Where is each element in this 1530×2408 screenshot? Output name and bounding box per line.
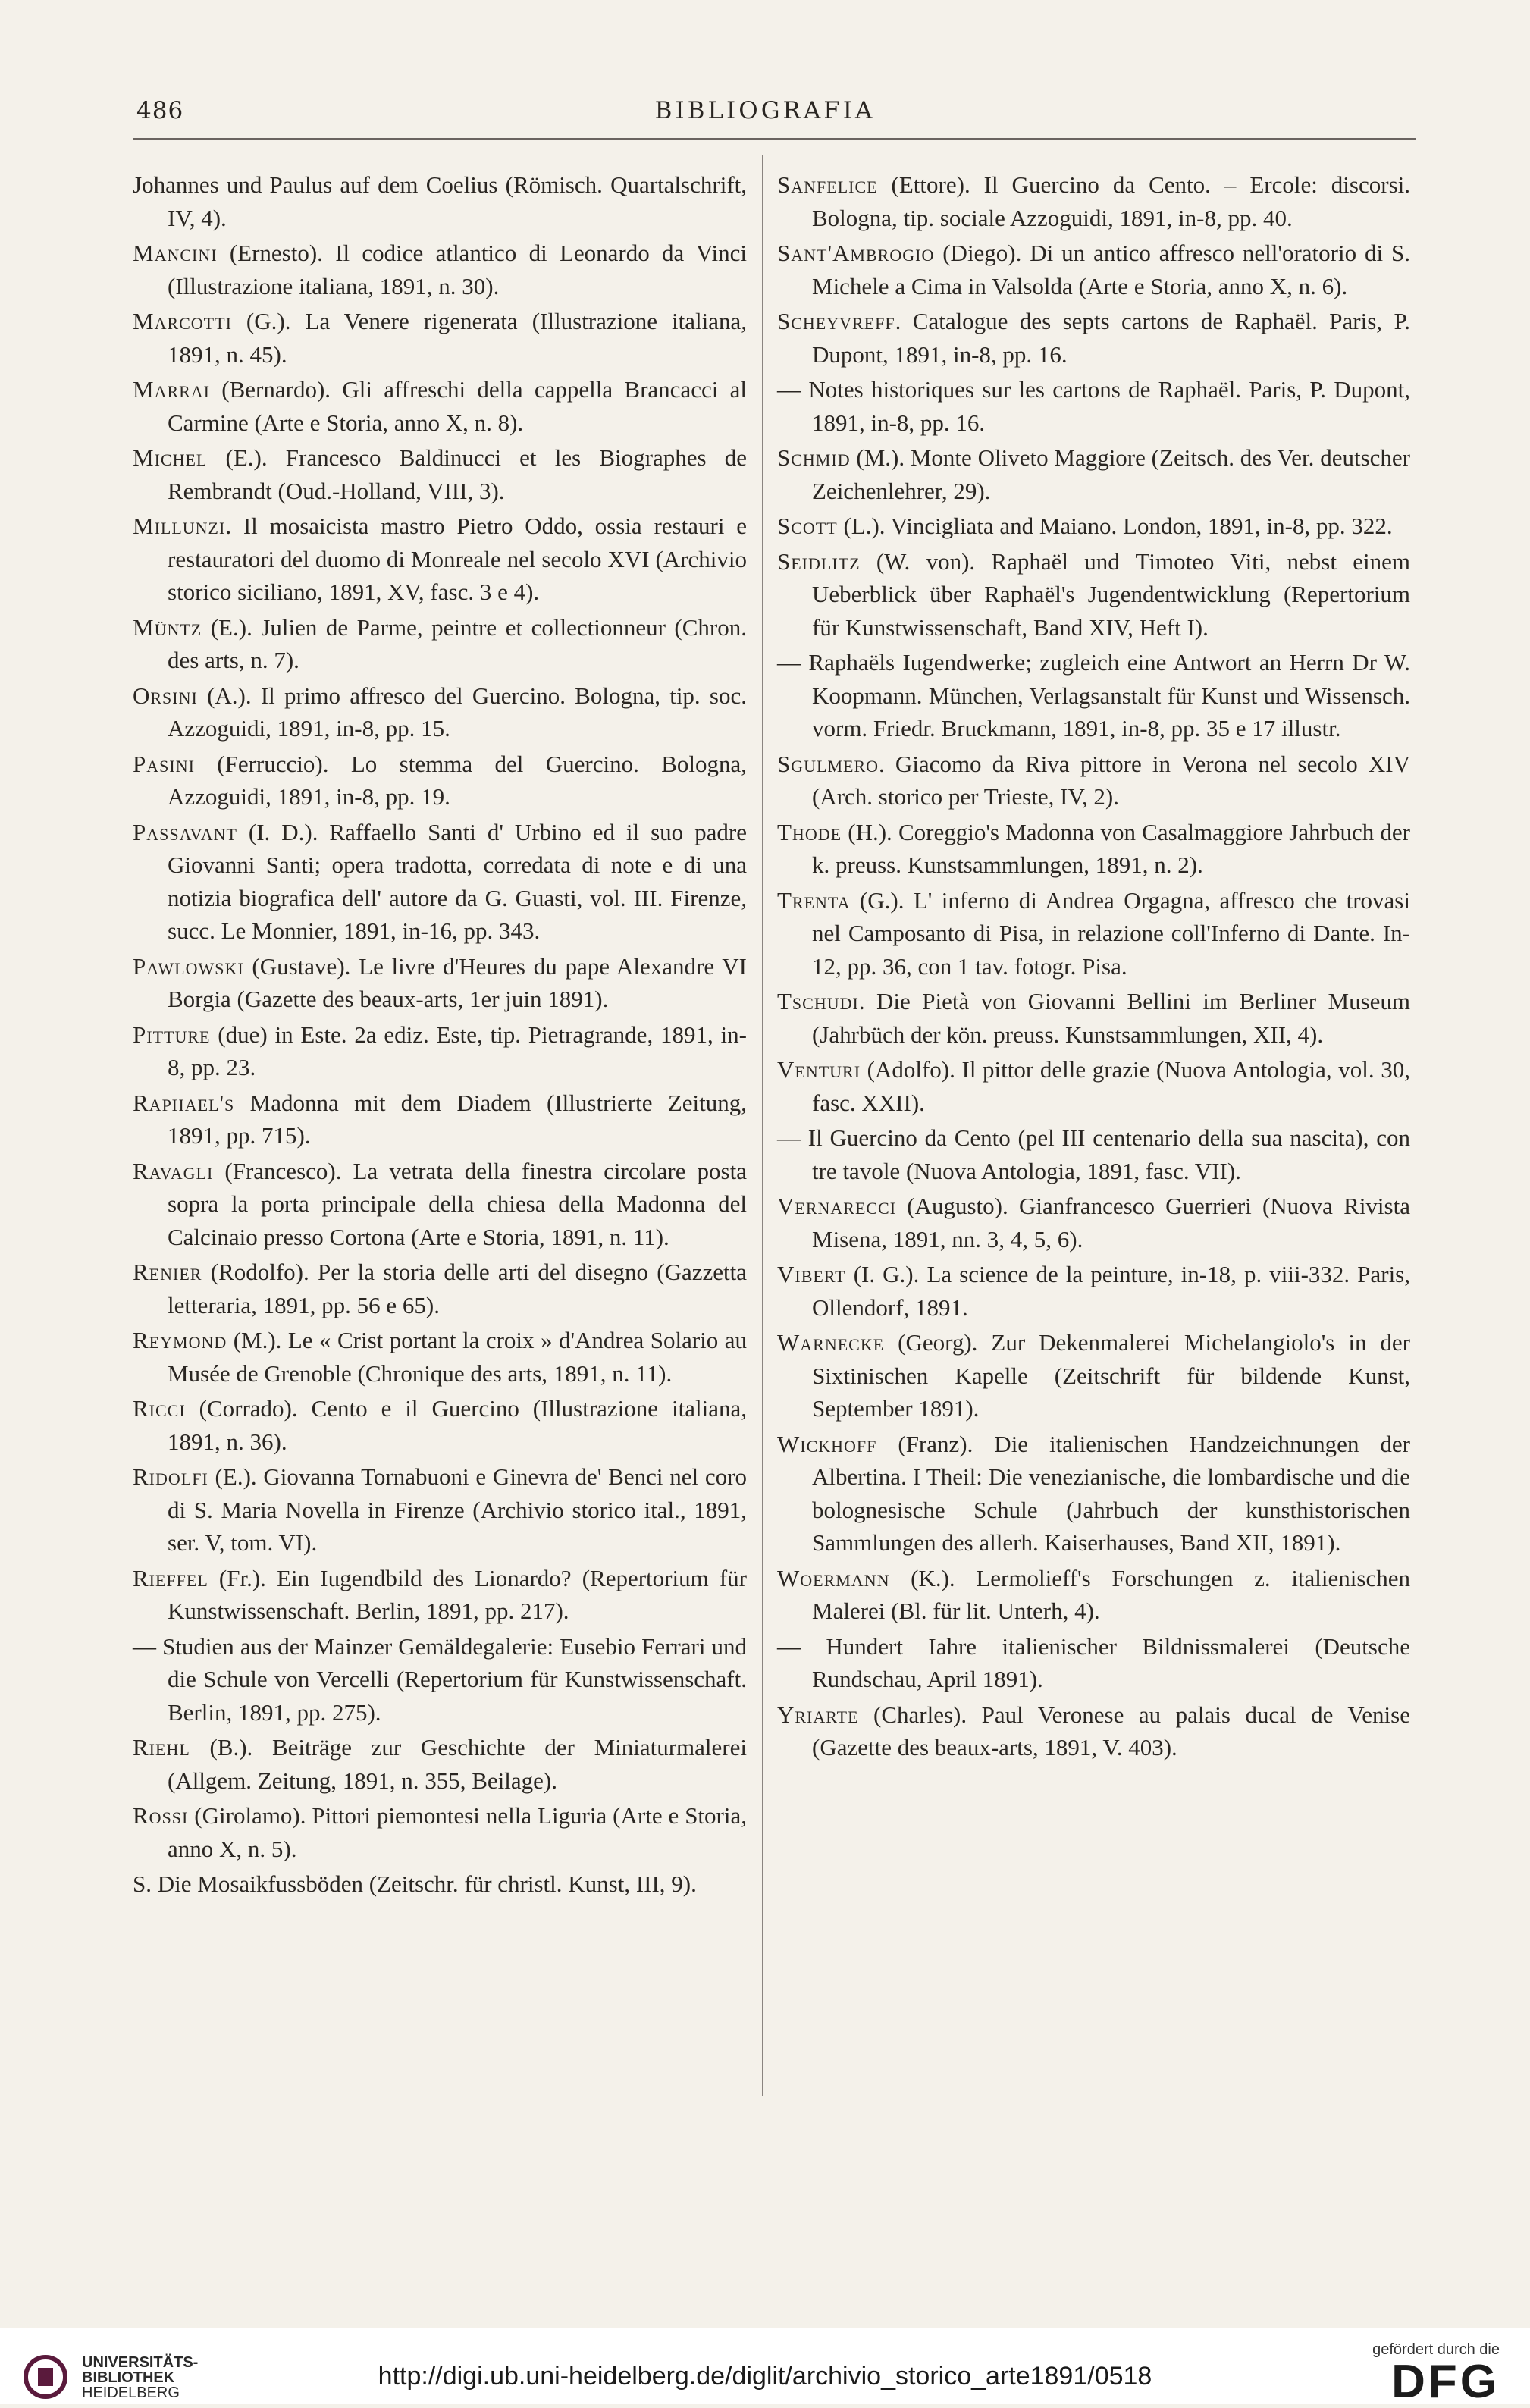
entry-citation: (L.). Vincigliata and Maiano. London, 1891, in-8, pp. 322.	[837, 513, 1393, 539]
entry-citation: (Francesco). La vetrata della finestra circolare posta sopra la porta principale della chiesa della Madonna del Calcinaio presso Cortona (Arte e Storia, 1891, n. 11).	[168, 1157, 753, 1250]
institution-line: UNIVERSITÄTS-	[82, 2354, 199, 2371]
institution-line: HEIDELBERG	[82, 2384, 180, 2401]
bibliography-entry	[777, 884, 1416, 983]
bibliography-entry	[777, 510, 1410, 543]
bibliography-entry	[777, 816, 1416, 882]
entry-author: Scheyvreff	[777, 308, 895, 334]
bibliography-entry	[133, 373, 753, 439]
bibliography-entry	[133, 1562, 753, 1628]
entry-citation: (Augusto). Gianfrancesco Guerrieri (Nuova Rivista Misena, 1891, nn. 3, 4, 5, 6).	[812, 1193, 1416, 1253]
entry-citation: S. Die Mosaikfussböden (Zeitschr. für christl. Kunst, III, 9).	[133, 1870, 697, 1897]
entry-author: Trenta	[777, 886, 851, 914]
page-header	[114, 97, 1416, 135]
entry-author: Müntz	[133, 613, 202, 641]
entry-author: Michel	[133, 444, 208, 471]
entry-citation: — Notes historiques sur les cartons de Raphaël. Paris, P. Dupont, 1891, in-8, pp. 16.	[777, 376, 1416, 436]
entry-author: Schmid	[777, 444, 851, 471]
bibliography-entry	[777, 1258, 1416, 1324]
entry-citation: (Fr.). Ein Iugendbild des Lionardo? (Repertorium für Kunstwissenschaft. Berlin, 1891, pp. 217).	[168, 1564, 753, 1624]
entry-author: Reymond	[133, 1327, 227, 1353]
bibliography-entry	[133, 611, 753, 677]
entry-author: Vernarecci	[777, 1193, 897, 1219]
bibliography-entry	[133, 1392, 753, 1458]
bibliography-entry	[133, 950, 753, 1016]
bibliography-entry	[133, 816, 753, 948]
bibliography-entry	[133, 1867, 747, 1901]
entry-citation: — Raphaëls Iugendwerke; zugleich eine Antwort an Herrn Dr W. Koopmann. München, Verlagsanstalt für Kunst und Wissensch. vorm. Friedr. Bruckmann, 1891, in-8, pp. 35 e 17 illustr.	[777, 649, 1416, 742]
entry-author: Woermann	[777, 1564, 890, 1591]
bibliography-entry	[133, 1324, 753, 1390]
entry-citation: (G.). L' inferno di Andrea Orgagna, affresco che trovasi nel Camposanto di Pisa, in relazione coll'Inferno di Dante. In-12, pp. 36, con 1 tav. fotogr. Pisa.	[812, 886, 1416, 980]
entry-author: Tschudi	[777, 988, 859, 1014]
entry-citation: (K.). Lermolieff's Forschungen z. italienischen Malerei (Bl. für lit. Unterh, 4).	[812, 1564, 1416, 1624]
entry-citation: (Ernesto). Il codice atlantico di Leonardo da Vinci (Illustrazione italiana, 1891, n. 30).	[168, 240, 753, 299]
bibliography-entry	[133, 1460, 753, 1560]
bibliography-entry	[777, 1562, 1416, 1628]
source-url-link[interactable]: http://digi.ub.uni-heidelberg.de/diglit/archivio_storico_arte1891/0518	[378, 2362, 1152, 2391]
entry-author: Venturi	[777, 1056, 861, 1083]
bibliography-entry	[777, 1630, 1416, 1696]
bibliography-entry	[777, 305, 1416, 371]
entry-author: Millunzi	[133, 513, 226, 539]
bibliography-entry	[777, 646, 1416, 745]
bibliography-entry	[133, 441, 753, 507]
bibliography-entry	[133, 1731, 753, 1797]
entry-citation: . Catalogue des septs cartons de Raphaël. Paris, P. Dupont, 1891, in-8, pp. 16.	[812, 308, 1416, 368]
bibliography-entry	[777, 441, 1416, 507]
entry-citation: (B.). Beiträge zur Geschichte der Miniaturmalerei (Allgem. Zeitung, 1891, n. 355, Beilage).	[168, 1734, 753, 1794]
entry-citation: (M.). Monte Oliveto Maggiore (Zeitsch. des Ver. deutscher Zeichenlehrer, 29).	[812, 444, 1416, 504]
entry-citation: (I. D.). Raffaello Santi d' Urbino ed il suo padre Giovanni Santi; opera tradotta, corredata di note e di una notizia biografica dell' autore da G. Guasti, vol. III. Firenze, succ. Le Monnier, 1891, in-16, pp. 343.	[168, 818, 753, 944]
entry-citation: (Ferruccio). Lo stemma del Guercino. Bologna, Azzoguidi, 1891, in-8, pp. 19.	[168, 750, 752, 810]
entry-citation: (H.). Coreggio's Madonna von Casalmaggiore Jahrbuch der k. preuss. Kunstsammlungen, 1891, n. 2).	[812, 818, 1416, 878]
bibliography-entry	[777, 985, 1416, 1051]
page-number: 486	[136, 97, 184, 124]
bibliography-entry	[133, 305, 753, 371]
entry-citation: (E.). Julien de Parme, peintre et collectionneur (Chron. des arts, n. 7).	[168, 613, 753, 673]
bibliography-entry	[777, 1428, 1416, 1560]
running-title: BIBLIOGRAFIA	[654, 97, 876, 124]
entry-citation: (Georg). Zur Dekenmalerei Michelangiolo's in der Sixtinischen Kapelle (Zeitschrift für bildende Kunst, September 1891).	[812, 1329, 1416, 1422]
entry-citation: (Ettore). Il Guercino da Cento. – Ercole: discorsi. Bologna, tip. sociale Azzoguidi, 1891, in-8, pp. 40.	[812, 171, 1416, 231]
bibliography-entry	[133, 748, 752, 814]
entry-citation: (M.). Le « Crist portant la croix » d'Andrea Solario au Musée de Grenoble (Chronique des arts, 1891, n. 11).	[168, 1327, 753, 1387]
entry-citation: . Il mosaicista mastro Pietro Oddo, ossia restauri e restauratori del duomo di Monreale nel secolo XVI (Archivio storico siciliano, 1891, XV, fasc. 3 e 4).	[168, 513, 753, 605]
dfg-logo: DFG	[1391, 2356, 1500, 2408]
entry-author: Ridolfi	[133, 1463, 208, 1490]
bibliography-entry	[777, 1326, 1416, 1425]
entry-citation: — Studien aus der Mainzer Gemäldegalerie: Eusebio Ferrari und die Schule von Vercelli (Repertorium für Kunstwissenschaft. Berlin, 1891, pp. 275).	[133, 1632, 753, 1726]
entry-author: Rieffel	[133, 1564, 208, 1591]
bibliography-entry	[133, 1018, 747, 1084]
entry-author: Yriarte	[777, 1701, 859, 1728]
bibliography-entry	[133, 1630, 753, 1729]
entry-author: Marcotti	[133, 308, 232, 334]
entry-citation: Madonna mit dem Diadem (Illustrierte Zeitung, 1891, pp. 715).	[168, 1089, 753, 1149]
entry-author: Marrai	[133, 376, 211, 403]
entry-author: Mancini	[133, 240, 218, 266]
entry-author: Passavant	[133, 818, 237, 845]
entry-author: Thode	[777, 818, 842, 845]
bibliography-entry	[777, 1121, 1416, 1187]
entry-citation: (due) in Este. 2a ediz. Este, tip. Pietragrande, 1891, in-8, pp. 23.	[168, 1021, 747, 1080]
entry-citation: (I. G.). La science de la peinture, in-18, p. viii-332. Paris, Ollendorf, 1891.	[812, 1261, 1416, 1321]
entry-citation: — Hundert Iahre italienischer Bildnissmalerei (Deutsche Rundschau, April 1891).	[777, 1632, 1416, 1692]
bibliography-entry	[777, 1190, 1416, 1256]
entry-author: Seidlitz	[777, 547, 861, 575]
bibliography-entry	[133, 679, 752, 745]
entry-citation: (A.). Il primo affresco del Guercino. Bologna, tip. soc. Azzoguidi, 1891, in-8, pp. 15.	[168, 682, 752, 742]
entry-author: Pawlowski	[133, 952, 244, 980]
right-column	[777, 168, 1416, 1767]
column-divider	[762, 155, 763, 2096]
entry-citation: (Franz). Die italienischen Handzeichnungen der Albertina. I Theil: Die venezianische, die lombardische und die bolognesische Schule (Jahrbuch der kunsthistorischen Sammlungen des allerh. Kaiserhauses, Band XII, 1891).	[812, 1430, 1416, 1556]
header-rule	[133, 138, 1416, 140]
entry-author: Pasini	[133, 750, 195, 777]
bibliography-entry	[777, 748, 1416, 814]
bibliography-entry	[133, 510, 753, 609]
bibliography-entry	[133, 1155, 753, 1254]
bibliography-entry	[133, 168, 753, 234]
entry-author: Orsini	[133, 682, 198, 709]
entry-citation: (Girolamo). Pittori piemontesi nella Liguria (Arte e Storia, anno X, n. 5).	[168, 1802, 753, 1862]
entry-citation: (Charles). Paul Veronese au palais ducal de Venise (Gazette des beaux-arts, 1891, V. 403).	[812, 1701, 1416, 1761]
entry-author: Wickhoff	[777, 1430, 877, 1457]
entry-author: Warnecke	[777, 1329, 885, 1356]
entry-author: Ricci	[133, 1395, 186, 1422]
entry-author: Renier	[133, 1259, 202, 1285]
entry-citation: (Gustave). Le livre d'Heures du pape Alexandre VI Borgia (Gazette des beaux-arts, 1er juin 1891).	[168, 952, 753, 1012]
bibliography-entry	[777, 168, 1416, 234]
funder	[1372, 2341, 1500, 2406]
bibliography-entry	[777, 373, 1416, 439]
page-footer	[0, 2328, 1530, 2408]
entry-author: Riehl	[133, 1734, 190, 1761]
bibliography-entry	[133, 237, 753, 303]
entry-author: Sanfelice	[777, 171, 878, 198]
entry-author: Scott	[777, 513, 838, 539]
entry-citation: Johannes und Paulus auf dem Coelius (Römisch. Quartalschrift, IV, 4).	[133, 171, 753, 231]
entry-citation: . Giacomo da Riva pittore in Verona nel secolo XIV (Arch. storico per Trieste, IV, 2).	[812, 750, 1416, 810]
entry-citation: (W. von). Raphaël und Timoteo Viti, nebst einem Ueberblick über Raphaël's Jugendentwicklung (Repertorium für Kunstwissenschaft, Band XIV, Heft I).	[812, 547, 1416, 641]
bibliography-entry	[777, 1053, 1416, 1119]
entry-citation: . Die Pietà von Giovanni Bellini im Berliner Museum (Jahrbüch der kön. preuss. Kunstsammlungen, XII, 4).	[812, 988, 1416, 1048]
entry-author: Sgulmero	[777, 750, 879, 777]
bibliography-entry	[133, 1799, 753, 1865]
bibliography-entry	[133, 1256, 753, 1322]
entry-citation: (Diego). Di un antico affresco nell'oratorio di S. Michele a Cima in Valsolda (Arte e Storia, anno X, n. 6).	[812, 240, 1416, 299]
bibliography-entry	[777, 545, 1416, 644]
entry-citation: (E.). Francesco Baldinucci et les Biographes de Rembrandt (Oud.-Holland, VIII, 3).	[168, 444, 753, 504]
bibliography-entry	[777, 237, 1416, 303]
entry-citation: (Bernardo). Gli affreschi della cappella Brancacci al Carmine (Arte e Storia, anno X, n. 8).	[168, 376, 753, 436]
left-column	[133, 168, 753, 1903]
entry-citation: — Il Guercino da Cento (pel III centenario della sua nascita), con tre tavole (Nuova Antologia, 1891, fasc. VII).	[777, 1124, 1416, 1184]
entry-citation: (G.). La Venere rigenerata (Illustrazione italiana, 1891, n. 45).	[168, 308, 753, 368]
entry-author: Vibert	[777, 1261, 846, 1287]
entry-author: Pitture	[133, 1021, 211, 1048]
entry-citation: (E.). Giovanna Tornabuoni e Ginevra de' Benci nel coro di S. Maria Novella in Firenze (Archivio storico ital., 1891, ser. V, tom. VI).	[168, 1463, 753, 1556]
entry-citation: (Corrado). Cento e il Guercino (Illustrazione italiana, 1891, n. 36).	[168, 1395, 753, 1455]
entry-citation: (Adolfo). Il pittor delle grazie (Nuova Antologia, vol. 30, fasc. XXII).	[812, 1056, 1416, 1116]
entry-author: Rossi	[133, 1802, 189, 1829]
bibliography-entry	[777, 1698, 1416, 1764]
entry-citation: (Rodolfo). Per la storia delle arti del disegno (Gazzetta letteraria, 1891, pp. 56 e 65).	[168, 1259, 753, 1318]
funder-label: gefördert durch die	[1372, 2341, 1500, 2358]
institution-line: BIBLIOTHEK	[82, 2369, 175, 2386]
entry-author: Raphael's	[133, 1089, 235, 1116]
entry-author: Sant'Ambrogio	[777, 240, 935, 266]
entry-author: Ravagli	[133, 1157, 214, 1184]
bibliography-entry	[133, 1086, 753, 1152]
